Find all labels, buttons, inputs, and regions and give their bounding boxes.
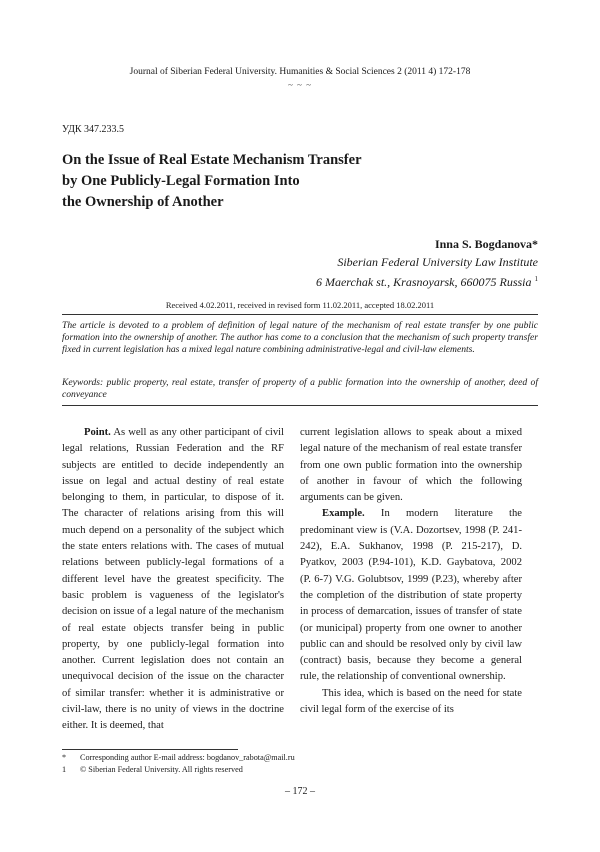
received-dates: Received 4.02.2011, received in revised form 11.02.2011, accepted 18.02.2011 xyxy=(165,300,435,310)
footnote-rule xyxy=(62,749,238,750)
paragraph xyxy=(300,506,522,685)
author-affiliation: Siberian Federal University Law Institute xyxy=(337,254,538,269)
author-address-line xyxy=(138,271,538,292)
paragraph-text: This idea, which is based on the need for state civil legal form of the exercise of its xyxy=(300,687,522,716)
title-line: On the Issue of Real Estate Mechanism Transfer xyxy=(62,152,362,168)
body-column-left xyxy=(62,425,284,735)
address-footnote-mark: 1 xyxy=(534,275,538,283)
footnote-text: © Siberian Federal University. All rights reserved xyxy=(80,764,243,774)
footnote xyxy=(62,764,538,776)
footnote-mark: * xyxy=(62,753,67,762)
page-number: – 172 – xyxy=(285,786,315,797)
paragraph-text: current legislation allows to speak about a mixed legal nature of the mechanism of real estate transfer from one own public formation into the ownership of another in favour of which the following arguments can be given. xyxy=(300,427,522,504)
udk-code: УДК 347.233.5 xyxy=(62,124,125,135)
footnote-text: Corresponding author E-mail address: bogdanov_rabota@mail.ru xyxy=(80,753,295,762)
abstract-top-rule xyxy=(62,314,538,315)
body-column-right xyxy=(300,425,522,718)
article-title xyxy=(62,150,462,213)
abstract-bottom-rule xyxy=(62,405,538,406)
paragraph xyxy=(300,686,522,719)
abstract: The article is devoted to a problem of definition of legal nature of the mechanism of real estate transfer by one public formation into the ownership of another. The author has come to a conclusion that the mechanism of such property transfer fixed in current legislation has a mixed legal nature combining administrative-legal and civil-law elements. xyxy=(62,320,538,356)
keywords: Keywords: public property, real estate, transfer of property of a public formation into the ownership of another, deed of conveyance xyxy=(62,377,538,401)
footnote xyxy=(62,752,538,764)
footnotes xyxy=(62,752,538,775)
paragraph xyxy=(62,425,284,735)
author-block xyxy=(138,236,538,292)
title-line: the Ownership of Another xyxy=(62,194,224,210)
paragraph-text: In modern literature the predominant view is (V.A. Dozortsev, 1998 (P. 241-242), E.A. Sukhanov, 1998 (P. 215-217), D. Pyatkov, 2003 (P.94-101), K.D. Gaybatova, 2002 (P. 6-7) V.G. Golubtsov, 1999 (P.23), whereby after the completion of the distribution of state property in process of demarcation, issues of transfer of state (or municipal) property from one owner to another public can and should be resolved only by civil law (contract) basis, because they become a general rule, the relationship of conventional ownership. xyxy=(300,508,522,683)
paragraph-lead: Example. xyxy=(322,508,365,520)
paragraph-lead: Point. xyxy=(84,427,111,438)
paragraph-text: As well as any other participant of civil legal relations, Russian Federation and the RF subjects are entitled to decide independently an issue on legal and actual destiny of real estate belonging to them, in particular, to dispose of it. The character of relations arising from this will much depend on a personality of the subject which the state enters relations with. The cases of mutual relations between publicly-legal formations of a different level have the greatest specificity. The basic problem is vagueness of the legislator's decision on issue of a legal nature of the mechanism of real estate objects transfer being in public property, by one publicly-legal formation into another. Current legislation does not contain an unequivocal decision of the issue on the character of similar transfer: whether it is administrative or civil-law, there is no unity of views in the doctrine either. It is deemed, that xyxy=(62,427,284,732)
paragraph xyxy=(300,425,522,506)
journal-header: Journal of Siberian Federal University. Humanities & Social Sciences 2 (2011 4) 172-178 xyxy=(129,67,471,77)
footnote-mark: 1 xyxy=(62,764,67,774)
author-address: 6 Maerchak st., Krasnoyarsk, 660075 Russia xyxy=(315,275,532,289)
title-line: by One Publicly-Legal Formation Into xyxy=(62,173,300,189)
author-name: Inna S. Bogdanova* xyxy=(434,237,538,251)
header-separator: ~ ~ ~ xyxy=(287,80,313,90)
